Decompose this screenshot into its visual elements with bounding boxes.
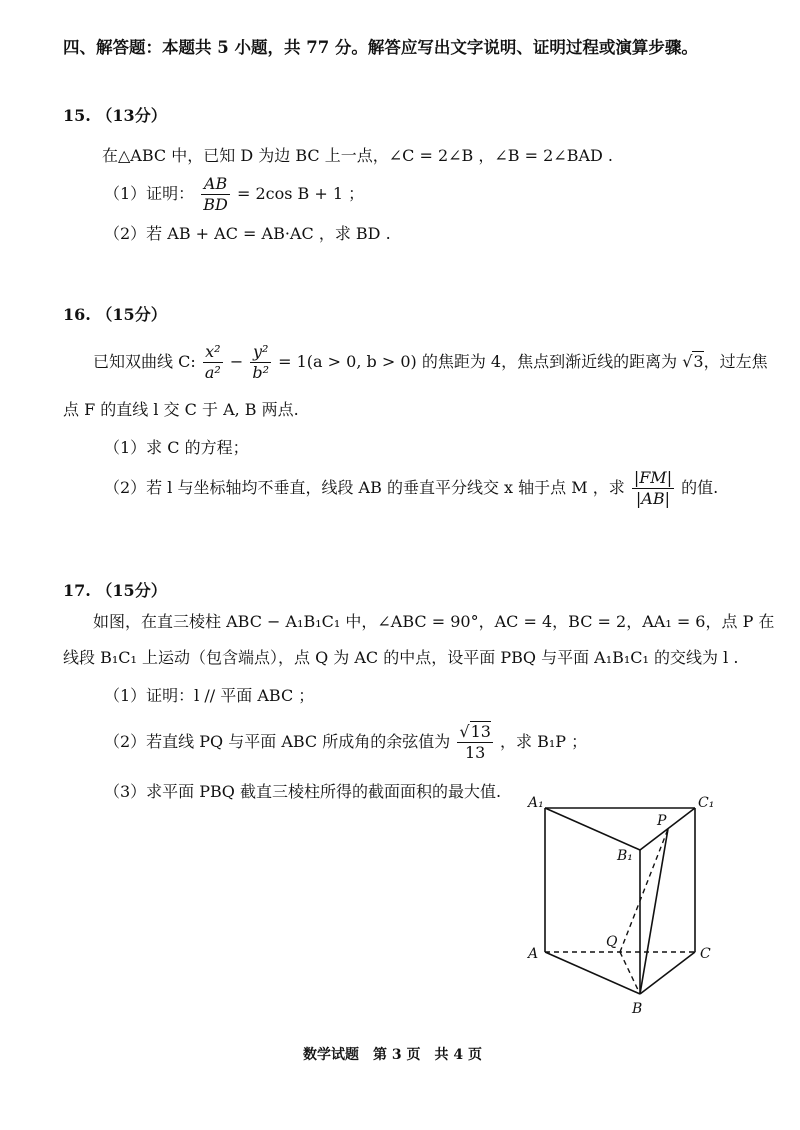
q16-part2-denominator: |AB| xyxy=(635,489,670,508)
q15-part1-prefix: （1）证明： xyxy=(104,184,195,203)
q15-part1 xyxy=(104,174,364,215)
q17-heading xyxy=(63,578,167,601)
q17-part2-fraction xyxy=(457,722,493,763)
q16-part2-a: （2）若 l 与坐标轴均不垂直，线段 AB 的垂直平分线交 x 轴于点 M ，求 xyxy=(104,478,625,497)
q16-number: 16. xyxy=(63,305,91,324)
q16-part2-numerator: |FM| xyxy=(633,468,673,487)
q15-part1-rest: = 2cos B + 1 ； xyxy=(236,184,365,203)
q15-number: 15. xyxy=(63,106,91,125)
q16-sqrt-value: 3 xyxy=(693,352,704,371)
label-p: P xyxy=(657,813,667,829)
q17-part2-sqrt-value: 13 xyxy=(470,722,491,741)
q16-stem-line2: 点 F 的直线 l 交 C 于 A, B 两点. xyxy=(63,400,299,419)
q17-score: （15分） xyxy=(96,581,167,600)
q15-part2: （2）若 AB + AC = AB·AC ，求 BD . xyxy=(104,224,391,243)
q16-sqrt-symbol: √ xyxy=(682,352,693,371)
q17-line2: 线段 B₁C₁ 上运动（包含端点），点 Q 为 AC 的中点，设平面 PBQ 与平面 A₁B₁C₁ 的交线为 l . xyxy=(63,648,739,667)
q17-number: 17. xyxy=(63,581,91,600)
q16-minus: − xyxy=(229,352,244,371)
q16-x-denominator: a² xyxy=(204,363,221,382)
edge-b-c xyxy=(640,952,695,994)
q15-stem: 在△ABC 中，已知 D 为边 BC 上一点，∠C = 2∠B ，∠B = 2∠BAD . xyxy=(102,146,614,165)
label-a: A xyxy=(528,946,539,962)
label-a1: A₁ xyxy=(528,795,544,811)
q15-heading xyxy=(63,103,167,126)
q16-part2-b: 的值. xyxy=(681,478,719,497)
q17-part2-b: ，求 B₁P ； xyxy=(500,732,588,751)
q17-part2-numerator xyxy=(457,722,493,743)
label-b1: B₁ xyxy=(617,848,633,864)
q15-part1-numerator: AB xyxy=(201,174,230,195)
q16-y-numerator: y² xyxy=(250,342,271,363)
label-c1: C₁ xyxy=(698,795,715,811)
q16-y-fraction xyxy=(250,342,271,383)
q15-part1-denominator: BD xyxy=(203,195,228,214)
q15-score: （13分） xyxy=(96,106,167,125)
q16-stem-c: ，过左焦 xyxy=(703,352,768,371)
q16-x-fraction xyxy=(203,342,223,383)
q16-x-numerator: x² xyxy=(203,342,223,363)
q16-heading xyxy=(63,302,167,325)
q16-part1: （1）求 C 的方程； xyxy=(104,438,249,457)
q16-stem-b: = 1(a > 0, b > 0) 的焦距为 4，焦点到渐近线的距离为 xyxy=(278,352,683,371)
page-footer: 数学试题 第 3 页 共 4 页 xyxy=(303,1047,482,1063)
q15-part1-fraction xyxy=(201,174,230,215)
q16-part2 xyxy=(104,468,718,509)
q17-part2-denominator: 13 xyxy=(464,743,486,762)
segment-q-b-hidden xyxy=(620,952,640,994)
q17-line1: 如图，在直三棱柱 ABC − A₁B₁C₁ 中，∠ABC = 90°，AC = 4，BC = 2，AA₁ = 6，点 P 在 xyxy=(93,612,775,631)
q16-score: （15分） xyxy=(96,305,167,324)
prism-figure xyxy=(520,790,720,1020)
q17-part2-sqrt-symbol: √ xyxy=(459,722,470,741)
label-b: B xyxy=(632,1001,643,1017)
edge-a-b xyxy=(545,952,640,994)
q16-stem-line1 xyxy=(93,342,768,383)
q17-part2-a: （2）若直线 PQ 与平面 ABC 所成角的余弦值为 xyxy=(104,732,451,751)
label-c: C xyxy=(700,946,711,962)
q17-part3: （3）求平面 PBQ 截直三棱柱所得的截面面积的最大值. xyxy=(104,782,502,801)
section-header: 四、解答题：本题共 5 小题，共 77 分。解答应写出文字说明、证明过程或演算步骤。 xyxy=(63,38,698,57)
label-q: Q xyxy=(606,934,618,950)
q16-stem-a: 已知双曲线 C: xyxy=(93,352,196,371)
q16-y-denominator: b² xyxy=(252,363,270,382)
q16-part2-fraction xyxy=(632,468,674,509)
edge-a1-b1 xyxy=(545,808,640,850)
segment-p-b xyxy=(640,829,668,994)
q17-part2 xyxy=(104,722,587,763)
q17-part1: （1）证明：l // 平面 ABC ； xyxy=(104,686,315,705)
